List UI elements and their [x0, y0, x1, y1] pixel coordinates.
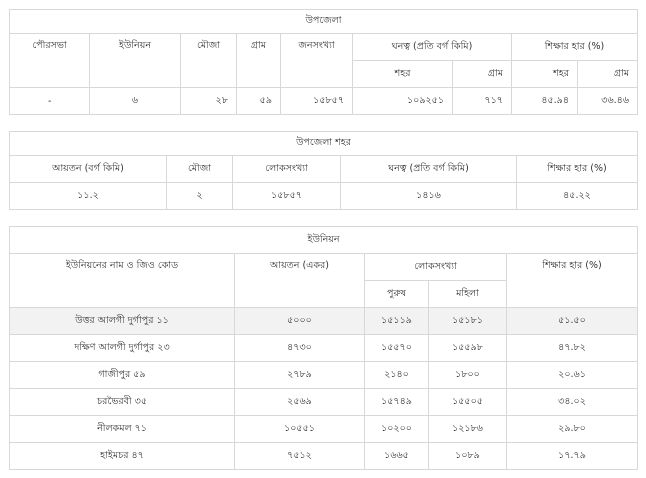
header-city-density: ঘনত্ব (প্রতি বর্গ কিমি) [341, 156, 517, 183]
header-gram: গ্রাম [237, 34, 281, 88]
header-union-male: পুরুষ [365, 281, 429, 308]
header-density-rural: গ্রাম [453, 61, 512, 88]
header-union-female: মহিলা [429, 281, 507, 308]
header-city-literacy: শিক্ষার হার (%) [517, 156, 638, 183]
cell-literacy-rural: ৩৬.৪৬ [578, 88, 638, 115]
union-name: নীলকমল ৭১ [10, 416, 235, 443]
upazila-table-title: উপজেলা [10, 10, 638, 34]
cell-city-density: ১৪১৬ [341, 183, 517, 210]
header-literacy-city: শহর [512, 61, 578, 88]
union-literacy: ১৭.৭৯ [507, 443, 638, 470]
cell-literacy-city: ৪৫.৯৪ [512, 88, 578, 115]
union-male: ২১৪০ [365, 362, 429, 389]
union-literacy: ২৯.৮০ [507, 416, 638, 443]
union-area: ২৫৬৯ [235, 389, 365, 416]
union-male: ১৬৬৫ [365, 443, 429, 470]
cell-city-mouza: ২ [167, 183, 233, 210]
header-literacy-rural: গ্রাম [578, 61, 638, 88]
union-male: ১০২০০ [365, 416, 429, 443]
header-population: জনসংখ্যা [281, 34, 353, 88]
header-density: ঘনত্ব (প্রতি বর্গ কিমি) [353, 34, 512, 61]
cell-gram: ৫৯ [237, 88, 281, 115]
union-area: ৭৫১২ [235, 443, 365, 470]
table-row [10, 308, 638, 335]
upazila-city-table-title: উপজেলা শহর [10, 132, 638, 156]
table-row [10, 335, 638, 362]
union-name: উত্তর আলগী দুর্গাপুর ১১ [10, 308, 235, 335]
header-pourashava: পৌরসভা [10, 34, 90, 88]
header-city-area: আয়তন (বর্গ কিমি) [10, 156, 167, 183]
header-city-mouza: মৌজা [167, 156, 233, 183]
cell-union: ৬ [90, 88, 181, 115]
union-male: ১৫১১৯ [365, 308, 429, 335]
union-area: ৪৭৩০ [235, 335, 365, 362]
union-female: ১৫৫০৫ [429, 389, 507, 416]
cell-pourashava: - [10, 88, 90, 115]
unions-table-title: ইউনিয়ন [10, 227, 638, 254]
union-name: চরভৈরবী ৩৫ [10, 389, 235, 416]
union-literacy: ৪৭.৮২ [507, 335, 638, 362]
union-female: ১৮০০ [429, 362, 507, 389]
table-row [10, 416, 638, 443]
cell-density-rural: ৭১৭ [453, 88, 512, 115]
upazila-table [9, 9, 638, 115]
header-literacy: শিক্ষার হার (%) [512, 34, 638, 61]
header-mouza: মৌজা [181, 34, 237, 88]
upazila-city-table [9, 131, 638, 210]
union-female: ১৫৫৯৮ [429, 335, 507, 362]
union-area: ৫০০০ [235, 308, 365, 335]
cell-population: ১৫৮৫৭ [281, 88, 353, 115]
union-literacy: ৩৪.০২ [507, 389, 638, 416]
unions-table [9, 226, 638, 470]
header-union: ইউনিয়ন [90, 34, 181, 88]
union-literacy: ৫১.৫০ [507, 308, 638, 335]
header-density-city: শহর [353, 61, 453, 88]
header-union-name: ইউনিয়নের নাম ও জিও কোড [10, 254, 235, 308]
header-union-population: লোকসংখ্যা [365, 254, 507, 281]
table-row [10, 362, 638, 389]
cell-city-area: ১১.২ [10, 183, 167, 210]
union-female: ১২১৮৬ [429, 416, 507, 443]
union-male: ১৫৫৭০ [365, 335, 429, 362]
table-row [10, 389, 638, 416]
table-row [10, 443, 638, 470]
cell-density-city: ১০৯২৫১ [353, 88, 453, 115]
header-union-literacy: শিক্ষার হার (%) [507, 254, 638, 308]
union-area: ২৭৮৯ [235, 362, 365, 389]
cell-mouza: ২৮ [181, 88, 237, 115]
union-name: গাজীপুর ৫৯ [10, 362, 235, 389]
union-name: দক্ষিণ আলগী দুর্গাপুর ২৩ [10, 335, 235, 362]
union-area: ১০৫৫১ [235, 416, 365, 443]
union-male: ১৫৭৪৯ [365, 389, 429, 416]
union-literacy: ২০.৬১ [507, 362, 638, 389]
header-union-area: আয়তন (একর) [235, 254, 365, 308]
union-female: ১৫১৮১ [429, 308, 507, 335]
cell-city-literacy: ৪৫.২২ [517, 183, 638, 210]
union-female: ১০৮৯ [429, 443, 507, 470]
union-name: হাইমচর ৪৭ [10, 443, 235, 470]
header-city-population: লোকসংখ্যা [233, 156, 341, 183]
cell-city-population: ১৫৮৫৭ [233, 183, 341, 210]
